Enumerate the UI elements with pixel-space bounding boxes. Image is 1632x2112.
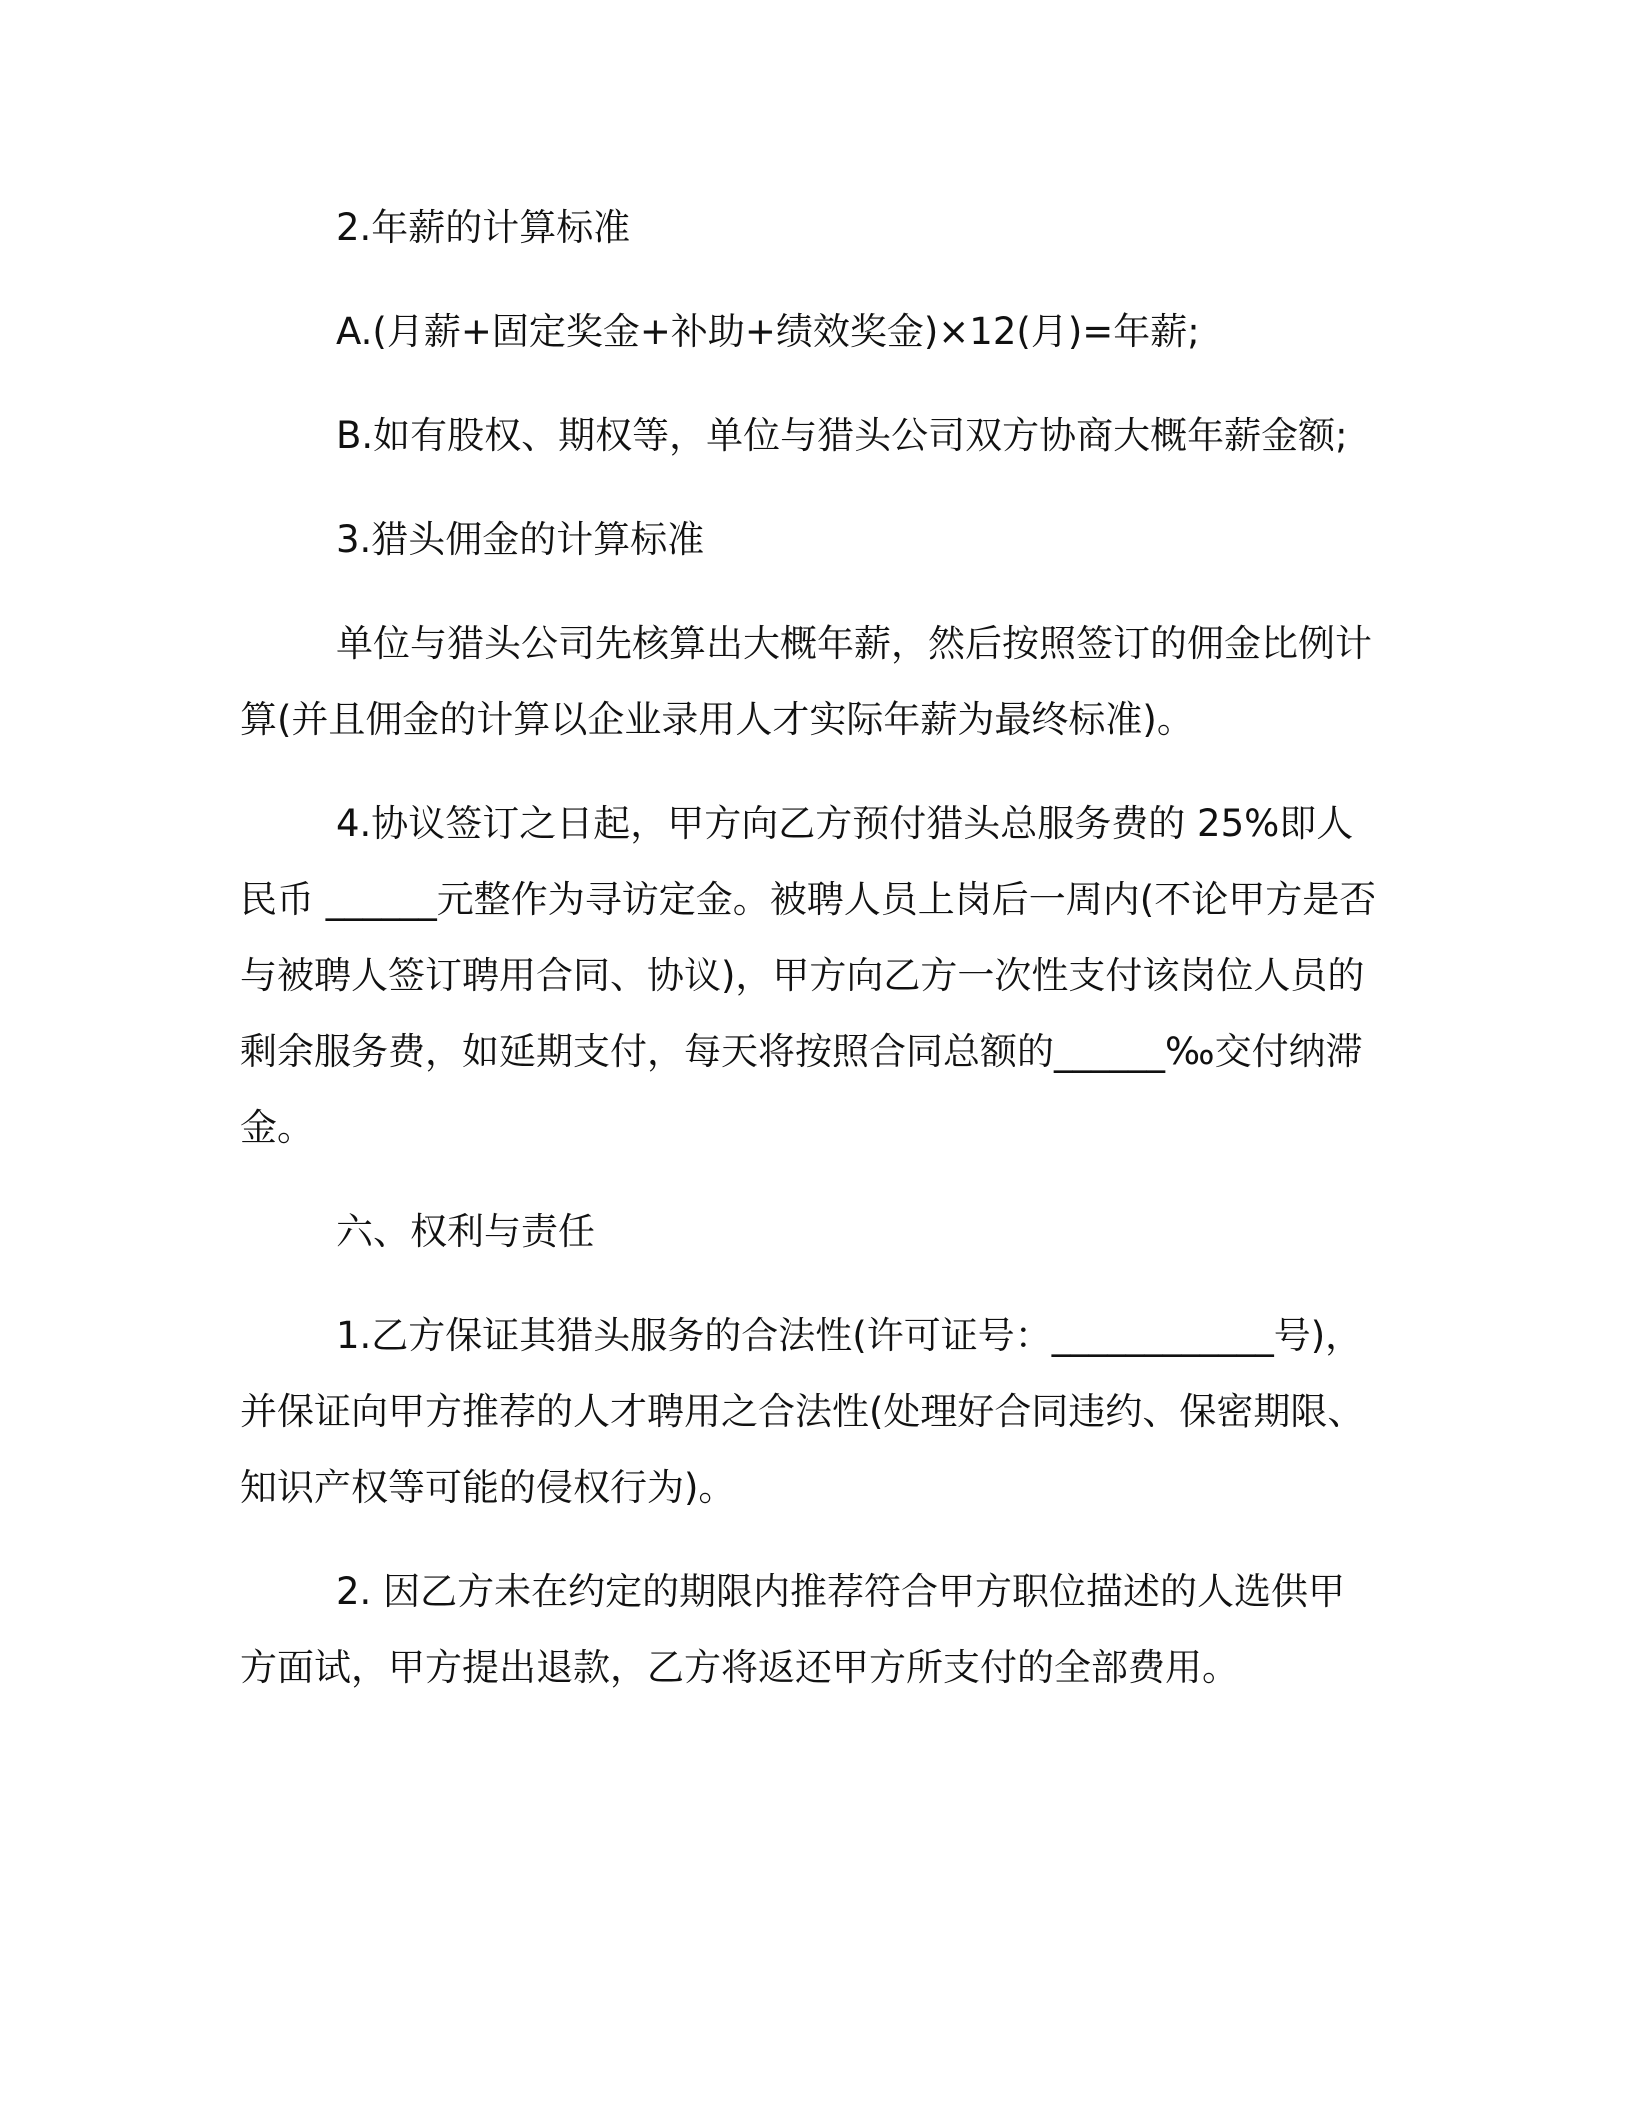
paragraph-commission-body: 单位与猎头公司先核算出大概年薪，然后按照签订的佣金比例计算(并且佣金的计算以企业录用人才实际年薪为最终标准)。 (240, 622, 1372, 741)
paragraph-legality-guarantee: 1.乙方保证其猎头服务的合法性(许可证号：____________号)，并保证向甲方推荐的人才聘用之合法性(处理好合同违约、保密期限、知识产权等可能的侵权行为)。 (240, 1314, 1365, 1509)
paragraph-commission-heading: 3.猎头佣金的计算标准 (336, 518, 705, 561)
document-page (240, 190, 1380, 1734)
paragraph-salary-formula-b: B.如有股权、期权等，单位与猎头公司双方协商大概年薪金额; (336, 414, 1348, 457)
paragraph-refund-clause: 2. 因乙方未在约定的期限内推荐符合甲方职位描述的人选供甲方面试，甲方提出退款，乙方将返还甲方所支付的全部费用。 (240, 1570, 1346, 1689)
paragraph-salary-formula-a: A.(月薪+固定奖金+补助+绩效奖金)×12(月)=年薪; (336, 310, 1200, 353)
paragraph-prepayment-terms: 4.协议签订之日起，甲方向乙方预付猎头总服务费的 25%即人民币 ______元整作为寻访定金。被聘人员上岗后一周内(不论甲方是否与被聘人签订聘用合同、协议)，甲方向乙方一次性支付该岗位人员的剩余服务费，如延期支付，每天将按照合同总额的______‰交付纳滞金。 (240, 802, 1377, 1149)
paragraph-salary-calc-heading: 2.年薪的计算标准 (336, 206, 631, 249)
section-heading-rights: 六、权利与责任 (336, 1210, 595, 1253)
